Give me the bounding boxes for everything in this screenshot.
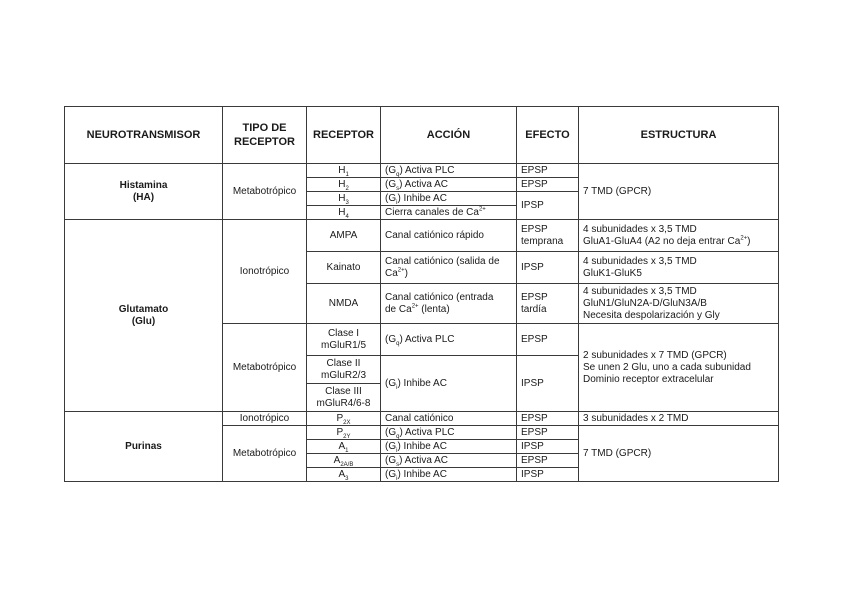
table-row — [65, 412, 779, 426]
receptor-h4: $H_4$ — [307, 206, 381, 220]
accion-h2: $(G_s)$ Activa AC — [381, 178, 517, 192]
receptor-h2: $H_2$ — [307, 178, 381, 192]
receptor-ampa: AMPA — [307, 220, 381, 252]
header-receptor: RECEPTOR — [307, 107, 381, 164]
header-neurotransmisor: NEUROTRANSMISOR — [65, 107, 223, 164]
glutamato-tipo-iono: Ionotrópico — [223, 220, 307, 324]
accion-p2y: $(G_q)$ Activa PLC — [381, 426, 517, 440]
efecto-p2y: EPSP — [517, 426, 579, 440]
accion-clase2-3: $(G_i)$ Inhibe AC — [381, 356, 517, 412]
estructura-kainato: 4 subunidades x 3,5 TMD GluK1-GluK5 — [579, 252, 779, 284]
efecto-clase1: EPSP — [517, 324, 579, 356]
accion-a1: $(G_i)$ Inhibe AC — [381, 440, 517, 454]
estructura-nmda: 4 subunidades x 3,5 TMD GluN1/GluN2A-D/GluN3A/B Necesita despolarización y Gly — [579, 284, 779, 324]
header-accion: ACCIÓN — [381, 107, 517, 164]
histamina-estructura: 7 TMD (GPCR) — [579, 164, 779, 220]
receptor-a2ab: $A_{2A/B}$ — [307, 454, 381, 468]
receptor-nmda: NMDA — [307, 284, 381, 324]
accion-nmda: Canal catiónico (entrada de $Ca^{2+}$ (lenta) — [381, 284, 517, 324]
accion-h1: $(G_q)$ Activa PLC — [381, 164, 517, 178]
estructura-glu-meta: 2 subunidades x 7 TMD (GPCR) Se unen 2 Glu, uno a cada subunidad Dominio receptor extracelular — [579, 324, 779, 412]
receptor-kainato: Kainato — [307, 252, 381, 284]
accion-a3: $(G_i)$ Inhibe AC — [381, 468, 517, 482]
efecto-h1: EPSP — [517, 164, 579, 178]
accion-p2x: Canal catiónico — [381, 412, 517, 426]
accion-kainato: Canal catiónico (salida de $Ca^{2+}$) — [381, 252, 517, 284]
estructura-ampa: 4 subunidades x 3,5 TMD GluA1-GluA4 (A2 no deja entrar $Ca^{2+}$) — [579, 220, 779, 252]
efecto-ampa: EPSP temprana — [517, 220, 579, 252]
estructura-purinas-meta: 7 TMD (GPCR) — [579, 426, 779, 482]
header-efecto: EFECTO — [517, 107, 579, 164]
efecto-a3: IPSP — [517, 468, 579, 482]
receptor-clase2: Clase II mGluR2/3 — [307, 356, 381, 384]
histamina-cell: Histamina (HA) — [65, 164, 223, 220]
receptor-a1: $A_1$ — [307, 440, 381, 454]
neurotransmitter-table — [64, 106, 779, 482]
efecto-clase2-3: IPSP — [517, 356, 579, 412]
efecto-a2ab: EPSP — [517, 454, 579, 468]
accion-a2ab: $(G_s)$ Activa AC — [381, 454, 517, 468]
receptor-a3: $A_3$ — [307, 468, 381, 482]
receptor-h3: $H_3$ — [307, 192, 381, 206]
efecto-h2: EPSP — [517, 178, 579, 192]
receptor-p2y: $P_{2Y}$ — [307, 426, 381, 440]
accion-ampa: Canal catiónico rápido — [381, 220, 517, 252]
receptor-p2x: $P_{2X}$ — [307, 412, 381, 426]
efecto-a1: IPSP — [517, 440, 579, 454]
purinas-tipo-iono: Ionotrópico — [223, 412, 307, 426]
receptor-clase3: Clase III mGluR4/6-8 — [307, 384, 381, 412]
header-estructura: ESTRUCTURA — [579, 107, 779, 164]
efecto-h3-h4: IPSP — [517, 192, 579, 220]
purinas-tipo-meta: Metabotrópico — [223, 426, 307, 482]
glutamato-cell: Glutamato (Glu) — [65, 220, 223, 412]
efecto-kainato: IPSP — [517, 252, 579, 284]
estructura-p2x: 3 subunidades x 2 TMD — [579, 412, 779, 426]
accion-clase1: $(G_q)$ Activa PLC — [381, 324, 517, 356]
receptor-clase1: Clase I mGluR1/5 — [307, 324, 381, 356]
receptor-h1: $H_1$ — [307, 164, 381, 178]
header-row — [65, 107, 779, 164]
purinas-cell: Purinas — [65, 412, 223, 482]
histamina-tipo: Metabotrópico — [223, 164, 307, 220]
accion-h4: Cierra canales de $Ca^{2+}$ — [381, 206, 517, 220]
accion-h3: $(G_i)$ Inhibe AC — [381, 192, 517, 206]
table-row — [65, 220, 779, 252]
header-tipo-receptor: TIPO DE RECEPTOR — [223, 107, 307, 164]
efecto-nmda: EPSP tardía — [517, 284, 579, 324]
efecto-p2x: EPSP — [517, 412, 579, 426]
glutamato-tipo-meta: Metabotrópico — [223, 324, 307, 412]
table-row — [65, 164, 779, 178]
